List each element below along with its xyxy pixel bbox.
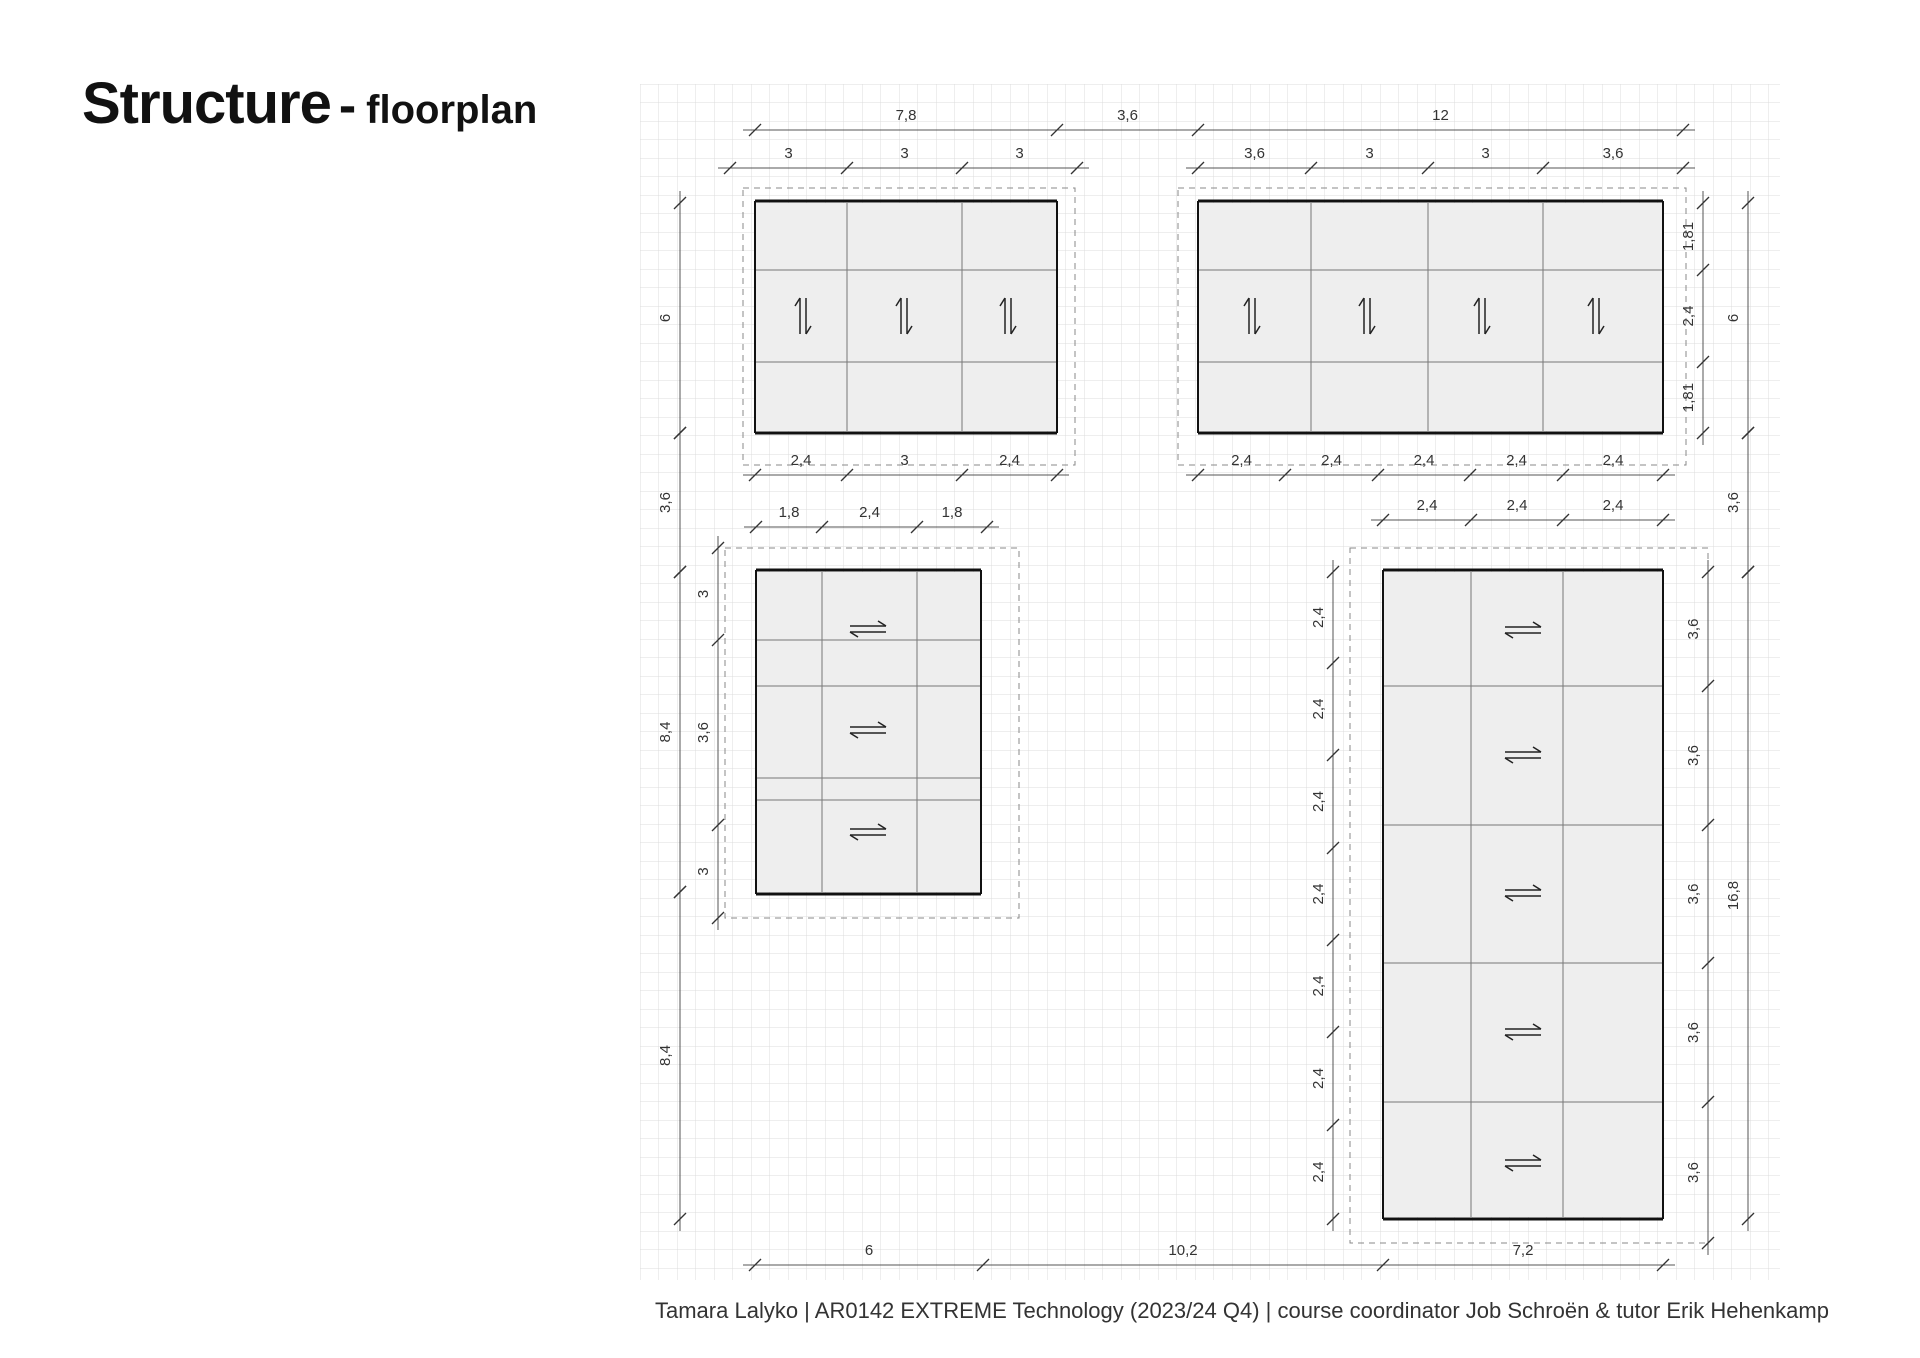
- dim-d-left-label: 2,4: [1310, 698, 1327, 720]
- dim-top-right-label: 3,6: [1244, 145, 1265, 162]
- dim-d-left-label: 2,4: [1310, 1068, 1327, 1089]
- dim-d-right-overall-label: 16,8: [1725, 880, 1742, 911]
- dim-top-right-label: 3: [1481, 145, 1490, 162]
- dim-gap-right-label: 3,6: [1725, 492, 1742, 513]
- dim-a-bottom-label: 2,4: [999, 452, 1020, 469]
- dim-top-left-label: 3: [900, 145, 909, 162]
- dim-d-left-label: 2,4: [1310, 1161, 1327, 1183]
- dim-b-bottom-label: 2,4: [1231, 452, 1252, 469]
- dim-d-right-label: 3,6: [1685, 883, 1702, 905]
- dim-top-overall-label: 3,6: [1117, 107, 1138, 124]
- dim-c-left-label: 3,6: [695, 722, 712, 743]
- dim-b-bottom-label: 2,4: [1602, 452, 1624, 469]
- dim-a-bottom-label: 3: [900, 452, 909, 469]
- title-dash: -: [338, 77, 357, 135]
- dim-c-top-label: 1,8: [941, 504, 963, 521]
- dim-top-overall-label: 7,8: [895, 107, 917, 124]
- dim-left-bottom-label: 8,4: [657, 1045, 674, 1066]
- dim-top-right-label: 3,6: [1602, 145, 1624, 162]
- dim-top-left-label: 3: [784, 145, 793, 162]
- dim-bottom-overall-label: 6: [864, 1242, 874, 1259]
- dim-d-top-label: 2,4: [1602, 497, 1624, 514]
- block-a: [755, 201, 1057, 433]
- dim-d-left-label: 2,4: [1310, 791, 1327, 812]
- dim-right-overall-top-label: 6: [1725, 313, 1742, 323]
- title-main: Structure: [82, 71, 331, 136]
- block-c-fill: [756, 572, 981, 892]
- dim-top-right-label: 3: [1365, 145, 1374, 162]
- dim-d-top-label: 2,4: [1506, 497, 1528, 514]
- dim-d-right-label: 3,6: [1685, 1162, 1702, 1183]
- dim-c-left-label: 3: [695, 589, 712, 599]
- dim-gap-left-label: 3,6: [657, 492, 674, 513]
- dim-b-right-label: 1,81: [1680, 221, 1697, 252]
- dim-d-top-label: 2,4: [1416, 497, 1438, 514]
- block-b: [1198, 201, 1663, 433]
- dim-c-left-overall-label: 8,4: [657, 721, 674, 743]
- dim-d-left-label: 2,4: [1310, 975, 1327, 997]
- dim-bottom-overall-label: 7,2: [1512, 1242, 1534, 1259]
- dim-b-bottom-label: 2,4: [1321, 452, 1342, 469]
- dim-top-overall-label: 12: [1432, 107, 1449, 124]
- dim-b-right-label: 1,81: [1680, 382, 1697, 413]
- dim-a-bottom-label: 2,4: [790, 452, 812, 469]
- block-d: [1383, 570, 1663, 1219]
- dim-b-bottom-label: 2,4: [1413, 452, 1435, 469]
- dim-bottom-overall-label: 10,2: [1168, 1242, 1198, 1259]
- block-d-fill: [1383, 572, 1663, 1217]
- dim-top-left-label: 3: [1015, 145, 1024, 162]
- dim-d-right-label: 3,6: [1685, 1022, 1702, 1043]
- dim-b-right-label: 2,4: [1680, 305, 1697, 327]
- dim-c-left-label: 3: [695, 867, 712, 876]
- block-c: [756, 570, 981, 894]
- dim-d-left-label: 2,4: [1310, 883, 1327, 905]
- caption: Tamara Lalyko | AR0142 EXTREME Technology (2023/24 Q4) | course coordinator Job Schroën & tutor Erik Hehenkamp: [655, 1298, 1829, 1323]
- dim-d-right-label: 3,6: [1685, 618, 1702, 640]
- dim-c-top-label: 2,4: [859, 504, 880, 521]
- dim-c-top-label: 1,8: [778, 504, 800, 521]
- dim-left-overall-top-label: 6: [657, 313, 674, 323]
- dim-d-left-label: 2,4: [1310, 607, 1327, 628]
- title-sub: floorplan: [366, 88, 538, 132]
- dim-d-right-label: 3,6: [1685, 745, 1702, 766]
- dim-b-bottom-label: 2,4: [1506, 452, 1527, 469]
